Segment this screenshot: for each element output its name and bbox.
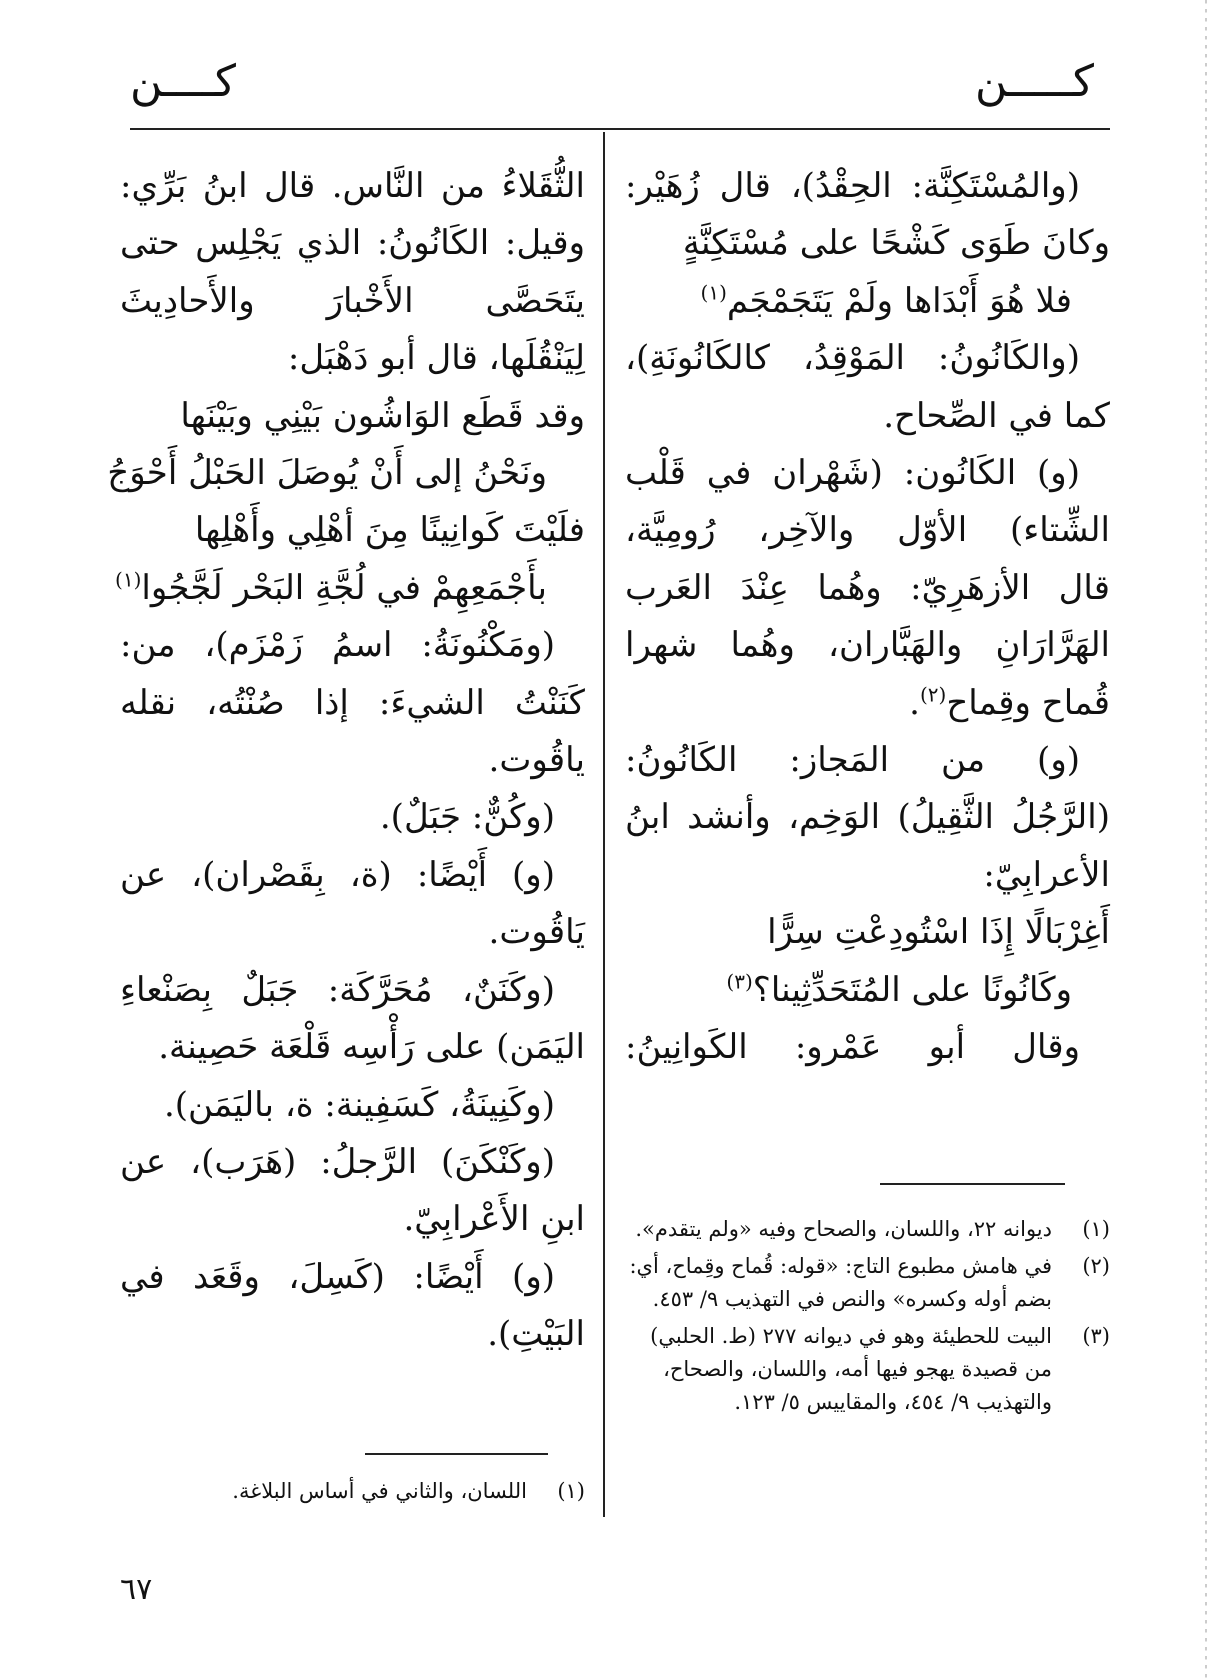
text-line: البَيْتِ).: [487, 1314, 585, 1355]
text-line: قُماح وقِماح$^{(٢)}$.: [909, 682, 1110, 723]
footnotes-right: [625, 1213, 1110, 1423]
text-line: كما في الصِّحاح.: [883, 395, 1110, 436]
footnote: [625, 1213, 1110, 1246]
text-line: ياقُوت.: [488, 740, 585, 781]
left-column: [107, 158, 585, 1364]
text-line: (ومَكْنُونَةُ: اسمُ زَمْزَم)، من:: [120, 625, 555, 666]
footnote-ref: (٣): [726, 969, 753, 994]
text-line: يتَحَصَّى الأَخْبارَ والأَحادِيثَ: [120, 280, 585, 321]
footnote-number: (١): [1082, 1217, 1110, 1241]
text-line: (وكَنَنٌ، مُحَرَّكَة: جَبَلٌ بِصَنْعاءِ: [120, 969, 555, 1010]
right-column: [625, 158, 1110, 1077]
column-divider: [603, 132, 605, 1517]
header-rule: [130, 128, 1110, 130]
text-line: لِيَنْقُلَها، قال أبو دَهْبَل:: [287, 338, 585, 379]
footnote-text: البيت للحطيئة وهو في ديوانه ٢٧٧ (ط. الحلبي) من قصيدة يهجو فيها أمه، واللسان، والصحاح، والتهذيب ٩/ ٤٥٤، والمقاييس ٥/ ١٢٣.: [650, 1324, 1052, 1414]
text-line: ابنِ الأَعْرابِيّ.: [403, 1199, 585, 1240]
text-line: (و) الكَانُون: (شَهْران في قَلْب: [625, 453, 1080, 494]
text-line: (وكَنِينَةُ، كَسَفِينة: ة، باليَمَن).: [163, 1084, 555, 1125]
text-line: قال الأزهَرِيّ: وهُما عِنْدَ العَرب: [625, 567, 1110, 608]
text-line: الهَرَّارَانِ والهَبَّاران، وهُما شهرا: [625, 625, 1110, 666]
running-header-right: كـــــن: [975, 56, 1094, 107]
text-line: يَاقُوت.: [488, 912, 585, 953]
footnote-number: (٢): [1082, 1254, 1110, 1278]
footnote-number: (١): [557, 1479, 585, 1503]
text-line: اليَمَن) على رَأْسِه قَلْعَة حَصِينة.: [158, 1027, 585, 1068]
verse-line: أَغِرْبَالًا إِذَا اسْتُودِعْتِ سِرًّا: [767, 912, 1110, 953]
footnote-text: ديوانه ٢٢، واللسان، والصحاح وفيه «ولم يتقدم».: [635, 1217, 1052, 1241]
verse-line: وقد قَطَع الوَاشُون بَيْنِي وبَيْنَها: [180, 395, 585, 436]
footnote-ref: (١): [115, 567, 142, 592]
footnote-rule: [880, 1183, 1065, 1185]
verse-line: بأَجْمَعِهِمْ في لُجَّةِ البَحْر لَجَّجُوا$^{(١)}$: [115, 567, 547, 608]
footnote: [625, 1250, 1110, 1316]
text-line: (و) من المَجاز: الكَانُونُ:: [625, 740, 1080, 781]
text-line: (والكَانُونُ: المَوْقِدُ، كالكَانُونَةِ)،: [625, 338, 1080, 379]
footnote-ref: (٢): [919, 682, 947, 707]
text-line: (و) أَيْضًا: (ة، بِقَصْران)، عن: [120, 854, 555, 895]
footnotes-left: [190, 1475, 585, 1512]
text-line: (الرَّجُلُ الثَّقِيلُ) الوَخِم، وأنشد ابنُ: [625, 797, 1110, 838]
footnote-ref: (١): [700, 280, 727, 305]
footnote-text: في هامش مطبوع التاج: «قوله: قُماح وقِماح، أي: بضم أوله وكسره» والنص في التهذيب ٩/ ٤٥٣.: [629, 1254, 1052, 1311]
text-line: (وكُنٌّ: جَبَلٌ).: [379, 797, 555, 838]
text-line: الشِّتاء) الأوّل والآخِر، رُومِيَّة،: [625, 510, 1110, 551]
footnote: [625, 1320, 1110, 1419]
text-line: وقيل: الكَانُونُ: الذي يَجْلِس حتى: [120, 223, 585, 264]
text-line: كَنَنْتُ الشيءَ: إذا صُنْتُه، نقله: [120, 682, 585, 723]
text-line: الثُّقَلاءُ من النَّاس. قال ابنُ بَرِّي:: [120, 166, 585, 206]
text-line: وقال أبو عَمْرو: الكَوانِينُ:: [625, 1027, 1080, 1068]
verse-line: وكانَ طَوَى كَشْحًا على مُسْتَكِنَّةٍ: [682, 223, 1110, 264]
margin-dots: [1205, 0, 1207, 1680]
footnote: [190, 1475, 585, 1508]
footnote-text: اللسان، والثاني في أساس البلاغة.: [232, 1479, 527, 1503]
text-line: (والمُسْتَكِنَّة: الحِقْدُ)، قال زُهَيْر:: [625, 166, 1080, 206]
verse-line: ونَحْنُ إلى أَنْ يُوصَلَ الحَبْلُ أَحْوَجُ: [107, 453, 547, 494]
text-line: الأعرابِيّ:: [983, 854, 1110, 895]
running-header-left: كــــن: [130, 56, 237, 107]
verse-line: فلَيْتَ كَوانِينًا مِنَ أهْلِي وأَهْلِها: [194, 510, 585, 551]
text-line: (و) أَيْضًا: (كَسِلَ، وقَعَد في: [120, 1256, 555, 1297]
verse-line: فلا هُوَ أَبْدَاها ولَمْ يَتَجَمْجَم$^{(١)}$: [700, 280, 1072, 321]
footnote-rule: [365, 1453, 548, 1455]
page-number: ٦٧: [120, 1572, 153, 1607]
text-line: (وكَنْكَنَ) الرَّجلُ: (هَرَب)، عن: [120, 1141, 555, 1182]
verse-line: وكَانُونًا على المُتَحَدِّثِينا؟$^{(٣)}$: [726, 969, 1072, 1010]
footnote-number: (٣): [1082, 1324, 1110, 1348]
